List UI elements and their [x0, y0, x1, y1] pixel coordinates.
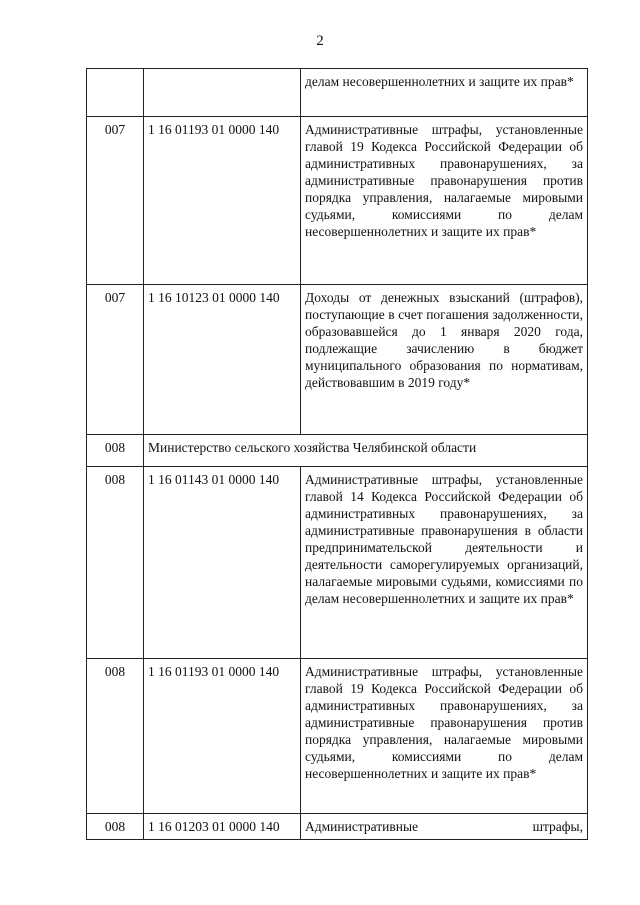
table-row — [87, 814, 588, 840]
kbk-code-cell: 1 16 01193 01 0000 140 — [144, 659, 301, 814]
table-row — [87, 117, 588, 285]
table-row — [87, 285, 588, 435]
description-text: Административные штрафы, — [305, 819, 583, 834]
ministry-name-cell: Министерство сельского хозяйства Челябинской области — [144, 435, 588, 467]
admin-code-cell: 007 — [87, 117, 144, 285]
admin-code-cell: 008 — [87, 435, 144, 467]
kbk-code-cell: 1 16 01143 01 0000 140 — [144, 467, 301, 659]
description-cell — [301, 117, 588, 285]
kbk-code-cell: 1 16 01193 01 0000 140 — [144, 117, 301, 285]
admin-code-cell: 007 — [87, 285, 144, 435]
description-text: Доходы от денежных взысканий (штрафов), поступающие в счет погашения задолженности, образовавшейся до 1 января 2020 года, подлежащие зачислению в бюджет муниципального образования по нормативам, действовавшим в 2019 году* — [305, 290, 583, 390]
description-text: делам несовершеннолетних и защите их прав* — [305, 74, 574, 89]
page-number: 2 — [316, 33, 324, 49]
table-row — [87, 69, 588, 117]
description-cell — [301, 69, 588, 117]
admin-code-cell: 008 — [87, 814, 144, 840]
table-row — [87, 659, 588, 814]
description-cell — [301, 814, 588, 840]
admin-code-cell: 008 — [87, 467, 144, 659]
description-cell — [301, 659, 588, 814]
admin-code-cell: 008 — [87, 659, 144, 814]
kbk-code-cell — [144, 69, 301, 117]
description-text: Административные штрафы, установленные главой 19 Кодекса Российской Федерации об административных правонарушениях, за административные правонарушения против порядка управления, налагаемые мировыми судьями, комиссиями по делам несовершеннолетних и защите их прав* — [305, 664, 583, 781]
description-text: Административные штрафы, установленные главой 19 Кодекса Российской Федерации об административных правонарушениях, за административные правонарушения против порядка управления, налагаемые мировыми судьями, комиссиями по делам несовершеннолетних и защите их прав* — [305, 122, 583, 239]
description-text: Административные штрафы, установленные главой 14 Кодекса Российской Федерации об административных правонарушениях, за административные правонарушения в области предпринимательской деятельности и деятельности саморегулируемых организаций, налагаемые мировыми судьями, комиссиями по делам несовершеннолетних и защите их прав* — [305, 472, 583, 606]
description-cell — [301, 285, 588, 435]
description-cell — [301, 467, 588, 659]
ministry-header-row — [87, 435, 588, 467]
table-row — [87, 467, 588, 659]
admin-code-cell — [87, 69, 144, 117]
kbk-code-cell: 1 16 10123 01 0000 140 — [144, 285, 301, 435]
revenue-codes-table — [86, 68, 588, 840]
kbk-code-cell: 1 16 01203 01 0000 140 — [144, 814, 301, 840]
